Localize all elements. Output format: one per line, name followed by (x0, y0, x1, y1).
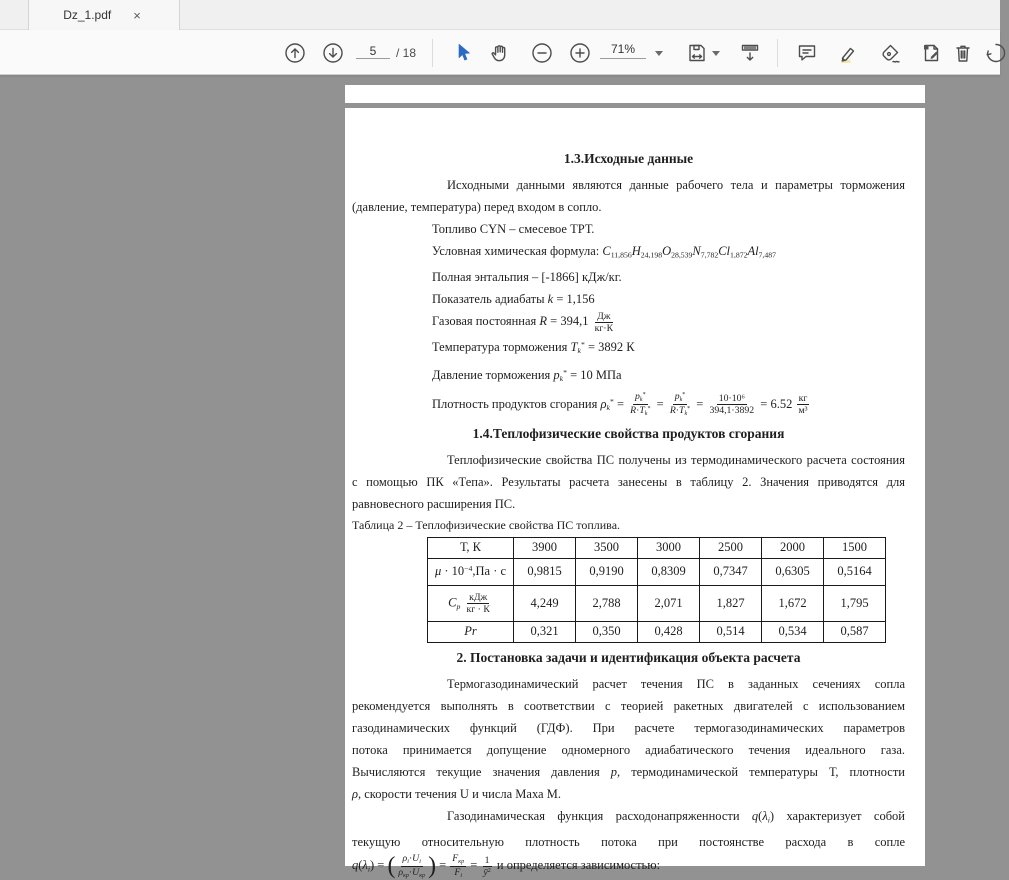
pdf-viewer-canvas[interactable] (0, 75, 1000, 879)
select-tool-button[interactable] (450, 40, 476, 66)
highlighter-icon (836, 41, 860, 65)
minus-circle-icon (530, 41, 554, 65)
table-cell: 0,9815 (514, 558, 576, 585)
table-row-label: $C_p$ $\frac{\text{кДж}}{кг \cdot К}$ (428, 585, 514, 621)
fraction: $\frac{1}{ȳ^2}$ (483, 854, 491, 878)
doc-line: с помощью ПК «Тепа». Результаты расчета занесены в таблицу 2. Значения приводятся для (352, 474, 905, 489)
hand-tool-button[interactable] (487, 40, 513, 66)
doc-line: Показатель адиабаты k = 1,156 (432, 292, 595, 307)
table-cell: 2500 (700, 537, 762, 558)
rotate-button[interactable] (983, 40, 1009, 66)
zoom-level-value: 71% (610, 42, 636, 56)
section-1-4-heading: 1.4.Теплофизические свойства продуктов сгорания (472, 425, 785, 441)
page-count-label: / 18 (396, 46, 417, 60)
doc-line: Исходными данными являются данные рабочего тела и параметры торможения (447, 178, 905, 192)
table-cell: 1,672 (762, 585, 824, 621)
table-cell: 0,9190 (576, 558, 638, 585)
doc-line: Теплофизические свойства ПС получены из термодинамического расчета состояния (447, 452, 905, 467)
table-cell: 3500 (576, 537, 638, 558)
hand-icon (488, 41, 512, 65)
delete-button[interactable] (950, 40, 976, 66)
fit-width-button[interactable] (684, 40, 710, 66)
chevron-down-icon[interactable] (655, 51, 663, 56)
table-row (428, 585, 886, 621)
table-cell: 0,6305 (762, 558, 824, 585)
doc-line: $q(\lambda_i)$ = ( $\frac{\rho_i\cdot U_i}{\rho_{кр}\cdot U_{кр}}$ ) = $\frac{F_{кр}}{F_i}$ = $\frac{1}{ȳ^2}$ и определяется зависимостью: (352, 852, 661, 879)
table-cell: 0,8309 (638, 558, 700, 585)
doc-line: Плотность продуктов сгорания $\rho_k^*$ = $\frac{p_k^*}{R\cdot T_k^*}$ = $\frac{p_k^*}{R\cdot T_k^*}$ = $\frac{\text{10·10⁶}}{394,1\cdot 3892}$ = 6.52 $\frac{кг}{\text{м³}}$ (432, 391, 808, 417)
table-cell: 2000 (762, 537, 824, 558)
toolbar-divider (777, 39, 778, 67)
table-cell: 0,428 (638, 621, 700, 642)
previous-page-bottom (345, 85, 925, 103)
zoom-level-dropdown[interactable] (600, 42, 646, 59)
highlight-button[interactable] (835, 40, 861, 66)
page-number-input[interactable] (356, 44, 390, 59)
document-tab[interactable] (28, 0, 180, 30)
doc-line: Условная химическая формула: $C_{11,856}H_{24,198}O_{28,539}N_{7,782}Cl_{1,872}Al_{7,487}$ (432, 244, 776, 260)
fraction: $\frac{p_k^*}{R\cdot T_k^*}$ (669, 391, 691, 417)
toolbar-divider (432, 39, 433, 67)
doc-line: потока принимается допущение одномерного адиабатического течения идеального газа. (352, 742, 905, 757)
doc-line: Топливо CYN – смесевое ТРТ. (432, 222, 595, 236)
doc-line: газодинамических функций (ГДФ). При расчете термогазодинамических параметров (352, 720, 905, 735)
table-cell: 2,071 (638, 585, 700, 621)
table-row-label: Pr (428, 621, 514, 642)
table-row (428, 537, 886, 558)
doc-line: ρ, скорости течения U и числа Маха М. (352, 786, 561, 801)
table-cell: 1,827 (700, 585, 762, 621)
doc-line: Газодинамическая функция расходонапряженности $q(\lambda_i)$ характеризует собой (447, 808, 905, 825)
rotate-icon (984, 41, 1008, 65)
table-cell: 0,587 (824, 621, 886, 642)
thermophysical-properties-table (427, 537, 886, 643)
doc-line: Полная энтальпия – [-1866] кДж/кг. (432, 270, 622, 285)
fraction: $\frac{p_k^*}{R\cdot T_k^*}$ (630, 391, 651, 417)
ink-pen-icon (878, 41, 902, 65)
fraction: $\frac{Дж}{кг\cdot К}$ (594, 310, 614, 334)
fraction: $\frac{F_{кр}}{F_i}$ (452, 853, 465, 879)
table-cell: 0,321 (514, 621, 576, 642)
comment-icon (795, 41, 819, 65)
table-cell: 3900 (514, 537, 576, 558)
table-cell: 1500 (824, 537, 886, 558)
trash-icon (951, 41, 975, 65)
edit-document-button[interactable] (919, 40, 945, 66)
plus-circle-icon (568, 41, 592, 65)
pdf-toolbar (0, 30, 1000, 75)
doc-line: Газовая постоянная R = 394,1 $\frac{Дж}{кг\cdot К}$ (432, 310, 614, 334)
section-1-3-heading: 1.3.Исходные данные (563, 151, 694, 166)
arrow-down-circle-icon (321, 41, 345, 65)
tab-bar (0, 0, 1000, 30)
dock-toolbar-icon (738, 41, 762, 65)
pdf-page (345, 108, 925, 879)
doc-line: Термогазодинамический расчет течения ПС в заданных сечениях сопла (447, 676, 905, 691)
edit-page-icon (920, 41, 944, 65)
doc-line: Вычисляются текущие значения давления p, термодинамической температуры Т, плотности (352, 764, 905, 779)
doc-line: текущую относительную плотность потока при постоянстве расхода в сопле (352, 835, 905, 850)
doc-line: Температура торможения $T_k^* = 3892$ К (432, 340, 635, 356)
previous-page-button[interactable] (282, 40, 308, 66)
chevron-down-icon[interactable] (712, 51, 720, 56)
section-2-heading: 2. Постановка задачи и идентификация объекта расчета (456, 649, 801, 665)
table-cell: 4,249 (514, 585, 576, 621)
table-cell: 3000 (638, 537, 700, 558)
add-note-button[interactable] (794, 40, 820, 66)
table-cell: 0,534 (762, 621, 824, 642)
fraction: $\frac{\text{кДж}}{кг \cdot К}$ (466, 591, 490, 615)
zoom-out-button[interactable] (529, 40, 555, 66)
doc-line: (давление, температура) перед входом в сопло. (352, 200, 602, 214)
pdf-page-content (352, 151, 905, 880)
table-cell: 0,7347 (700, 558, 762, 585)
table-cell: 1,795 (824, 585, 886, 621)
table-cell: 2,788 (576, 585, 638, 621)
fraction: $\frac{\rho_i\cdot U_i}{\rho_{кр}\cdot U_{кр}}$ (398, 853, 426, 879)
close-icon: × (133, 7, 141, 23)
table-cell: 0,5164 (824, 558, 886, 585)
tab-close-button[interactable] (129, 7, 145, 24)
fit-width-icon (685, 41, 709, 65)
tab-title: Dz_1.pdf (63, 8, 112, 22)
ink-button[interactable] (877, 40, 903, 66)
table-row-label: Т, К (428, 537, 514, 558)
doc-line: Давление торможения $p_k^* = 10$ МПа (432, 368, 622, 384)
doc-line: рекомендуется выполнять в соответствии с теорией ракетных двигателей с использованием (352, 698, 905, 713)
table-row (428, 621, 886, 642)
next-page-button[interactable] (320, 40, 346, 66)
zoom-in-button[interactable] (567, 40, 593, 66)
fraction: $\frac{\text{10·10⁶}}{394,1\cdot 3892}$ (709, 392, 755, 417)
arrow-up-circle-icon (283, 41, 307, 65)
table-cell: 0,350 (576, 621, 638, 642)
doc-line: равновесного расширения ПС. (352, 496, 516, 511)
cursor-icon (451, 41, 475, 65)
page-number-field (356, 42, 390, 60)
table-caption: Таблица 2 – Теплофизические свойства ПС топлива. (352, 517, 621, 532)
table-row (428, 558, 886, 585)
table-cell: 0,514 (700, 621, 762, 642)
fraction: $\frac{кг}{\text{м³}}$ (798, 392, 808, 417)
dock-toolbar-button[interactable] (737, 40, 763, 66)
table-row-label: $\mu \cdot 10^{-4},Па \cdot с$ (428, 558, 514, 585)
